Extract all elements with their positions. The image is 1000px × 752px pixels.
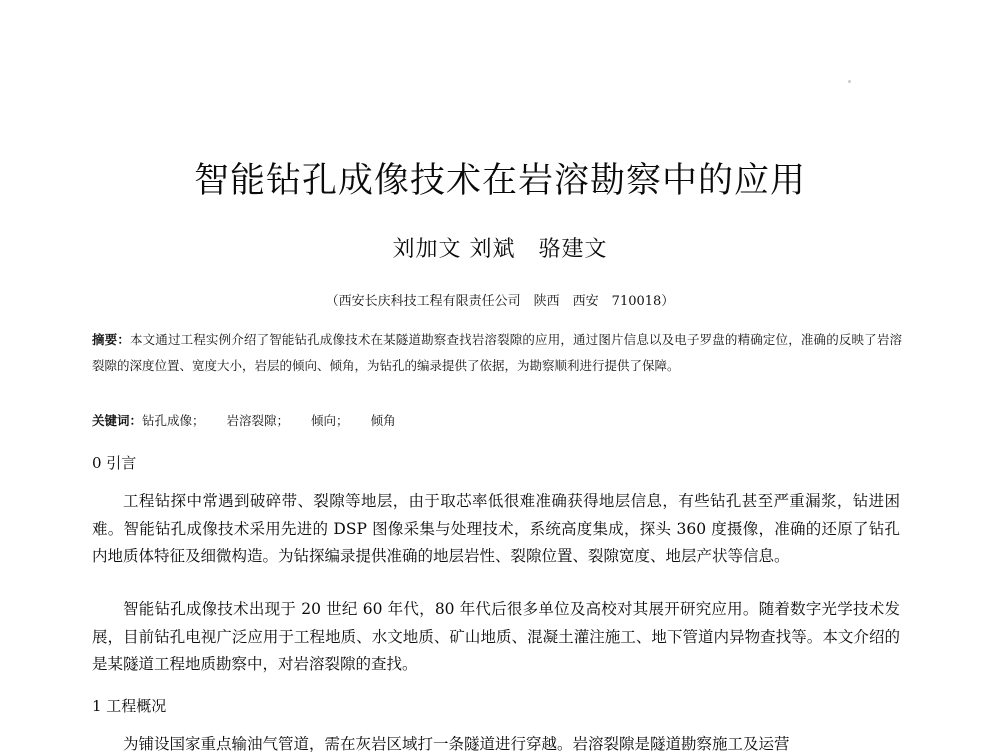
abstract-block	[92, 327, 902, 379]
keywords-label: 关键词：	[92, 413, 143, 428]
section-heading-introduction: 0 引言	[92, 454, 137, 472]
keyword-item: 倾角	[370, 413, 396, 428]
body-paragraph: 智能钻孔成像技术出现于 20 世纪 60 年代，80 年代后很多单位及高校对其展开研究应用。随着数字光学技术发展，目前钻孔电视广泛应用于工程地质、水文地质、矿山地质、混凝土灌注施工、地下管道内异物查找等。本文介绍的是某隧道工程地质勘察中，对岩溶裂隙的查找。	[92, 600, 900, 673]
body-paragraph: 为铺设国家重点输油气管道，需在灰岩区域打一条隧道进行穿越。岩溶裂隙是隧道勘察施工及运营	[123, 735, 790, 752]
section-heading-project-overview: 1 工程概况	[92, 697, 167, 715]
abstract-text: 本文通过工程实例介绍了智能钻孔成像技术在某隧道勘察查找岩溶裂隙的应用，通过图片信息以及电子罗盘的精确定位，准确的反映了岩溶裂隙的深度位置、宽度大小，岩层的倾向、倾角，为钻孔的编录提供了依据，为勘察顺利进行提供了保障。	[92, 332, 902, 373]
keyword-item: 钻孔成像；	[142, 413, 205, 428]
scan-speck	[848, 80, 851, 83]
abstract-label: 摘要：	[92, 332, 130, 347]
paper-affiliation: （西安长庆科技工程有限责任公司 陕西 西安 710018）	[325, 294, 675, 309]
keywords-block	[92, 408, 902, 434]
body-paragraph: 工程钻探中常遇到破碎带、裂隙等地层，由于取芯率低很难准确获得地层信息，有些钻孔甚至严重漏浆，钻进困难。智能钻孔成像技术采用先进的 DSP 图像采集与处理技术，系统高度集成，探头 360 度摄像，准确的还原了钻孔内地质体特征及细微构造。为钻探编录提供准确的地层岩性、裂隙位置、裂隙宽度、地层产状等信息。	[92, 492, 900, 565]
paper-authors: 刘加文 刘斌 骆建文	[392, 237, 608, 262]
keyword-item: 岩溶裂隙；	[226, 413, 290, 428]
paper-title: 智能钻孔成像技术在岩溶勘察中的应用	[193, 161, 806, 201]
keyword-item: 倾向；	[311, 413, 349, 428]
